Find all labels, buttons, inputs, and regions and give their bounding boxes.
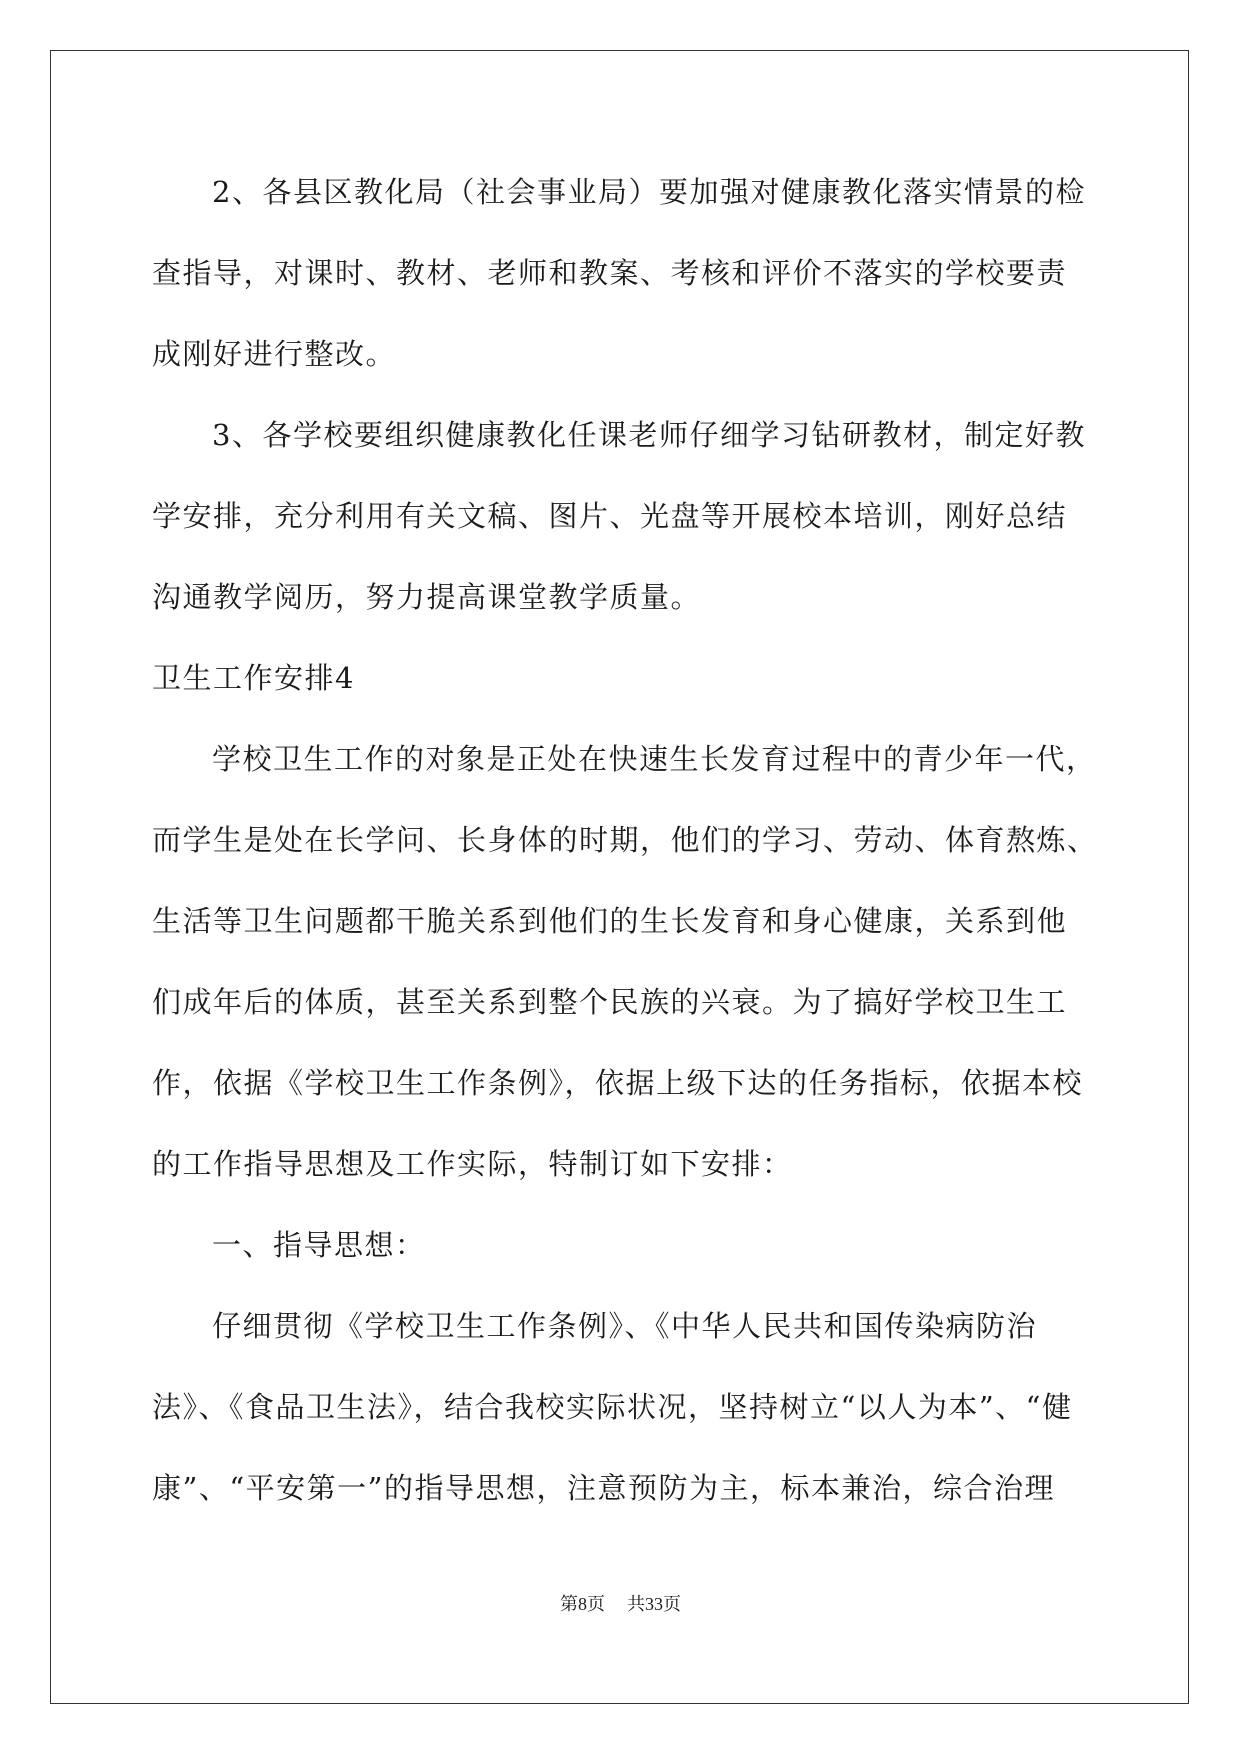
paragraph-line: 沟通教学阅历，努力提高课堂教学质量。: [152, 580, 702, 614]
paragraph-line: 康”、“平安第一”的指导思想，注意预防为主，标本兼治，综合治理: [152, 1471, 1055, 1505]
paragraph-line: 3、各学校要组织健康教化任课老师仔细学习钻研教材，制定好教: [212, 418, 1086, 452]
page-footer: [0, 1592, 1241, 1616]
paragraph-line: 作，依据《学校卫生工作条例》，依据上级下达的任务指标，依据本校: [152, 1066, 1084, 1100]
paragraph-line: 学安排，充分利用有关文稿、图片、光盘等开展校本培训，刚好总结: [152, 499, 1068, 533]
paragraph-line: 们成年后的体质，甚至关系到整个民族的兴衰。为了搞好学校卫生工: [152, 985, 1068, 1019]
paragraph-line: 查指导，对课时、教材、老师和教案、考核和评价不落实的学校要责: [152, 256, 1068, 290]
section-heading: 卫生工作安排4: [152, 661, 355, 695]
paragraph-line: 仔细贯彻《学校卫生工作条例》、《中华人民共和国传染病防治: [212, 1309, 1038, 1343]
paragraph-line: 学校卫生工作的对象是正处在快速生长发育过程中的青少年一代，: [212, 742, 1097, 776]
paragraph-line: 生活等卫生问题都干脆关系到他们的生长发育和身心健康，关系到他: [152, 904, 1068, 938]
page-total: 共33页: [627, 1594, 681, 1614]
paragraph-line: 的工作指导思想及工作实际，特制订如下安排：: [152, 1147, 793, 1181]
paragraph-line: 2、各县区教化局（社会事业局）要加强对健康教化落实情景的检: [212, 175, 1086, 209]
page-number: 第8页: [560, 1594, 605, 1614]
paragraph-line: 而学生是处在长学问、长身体的时期，他们的学习、劳动、体育熬炼、: [152, 823, 1098, 857]
paragraph-line: 成刚好进行整改。: [152, 337, 397, 371]
subsection-heading: 一、指导思想：: [212, 1228, 426, 1262]
page-border: [50, 50, 1189, 1704]
paragraph-line: 法》、《食品卫生法》，结合我校实际状况，坚持树立“以人为本”、“健: [152, 1390, 1073, 1424]
